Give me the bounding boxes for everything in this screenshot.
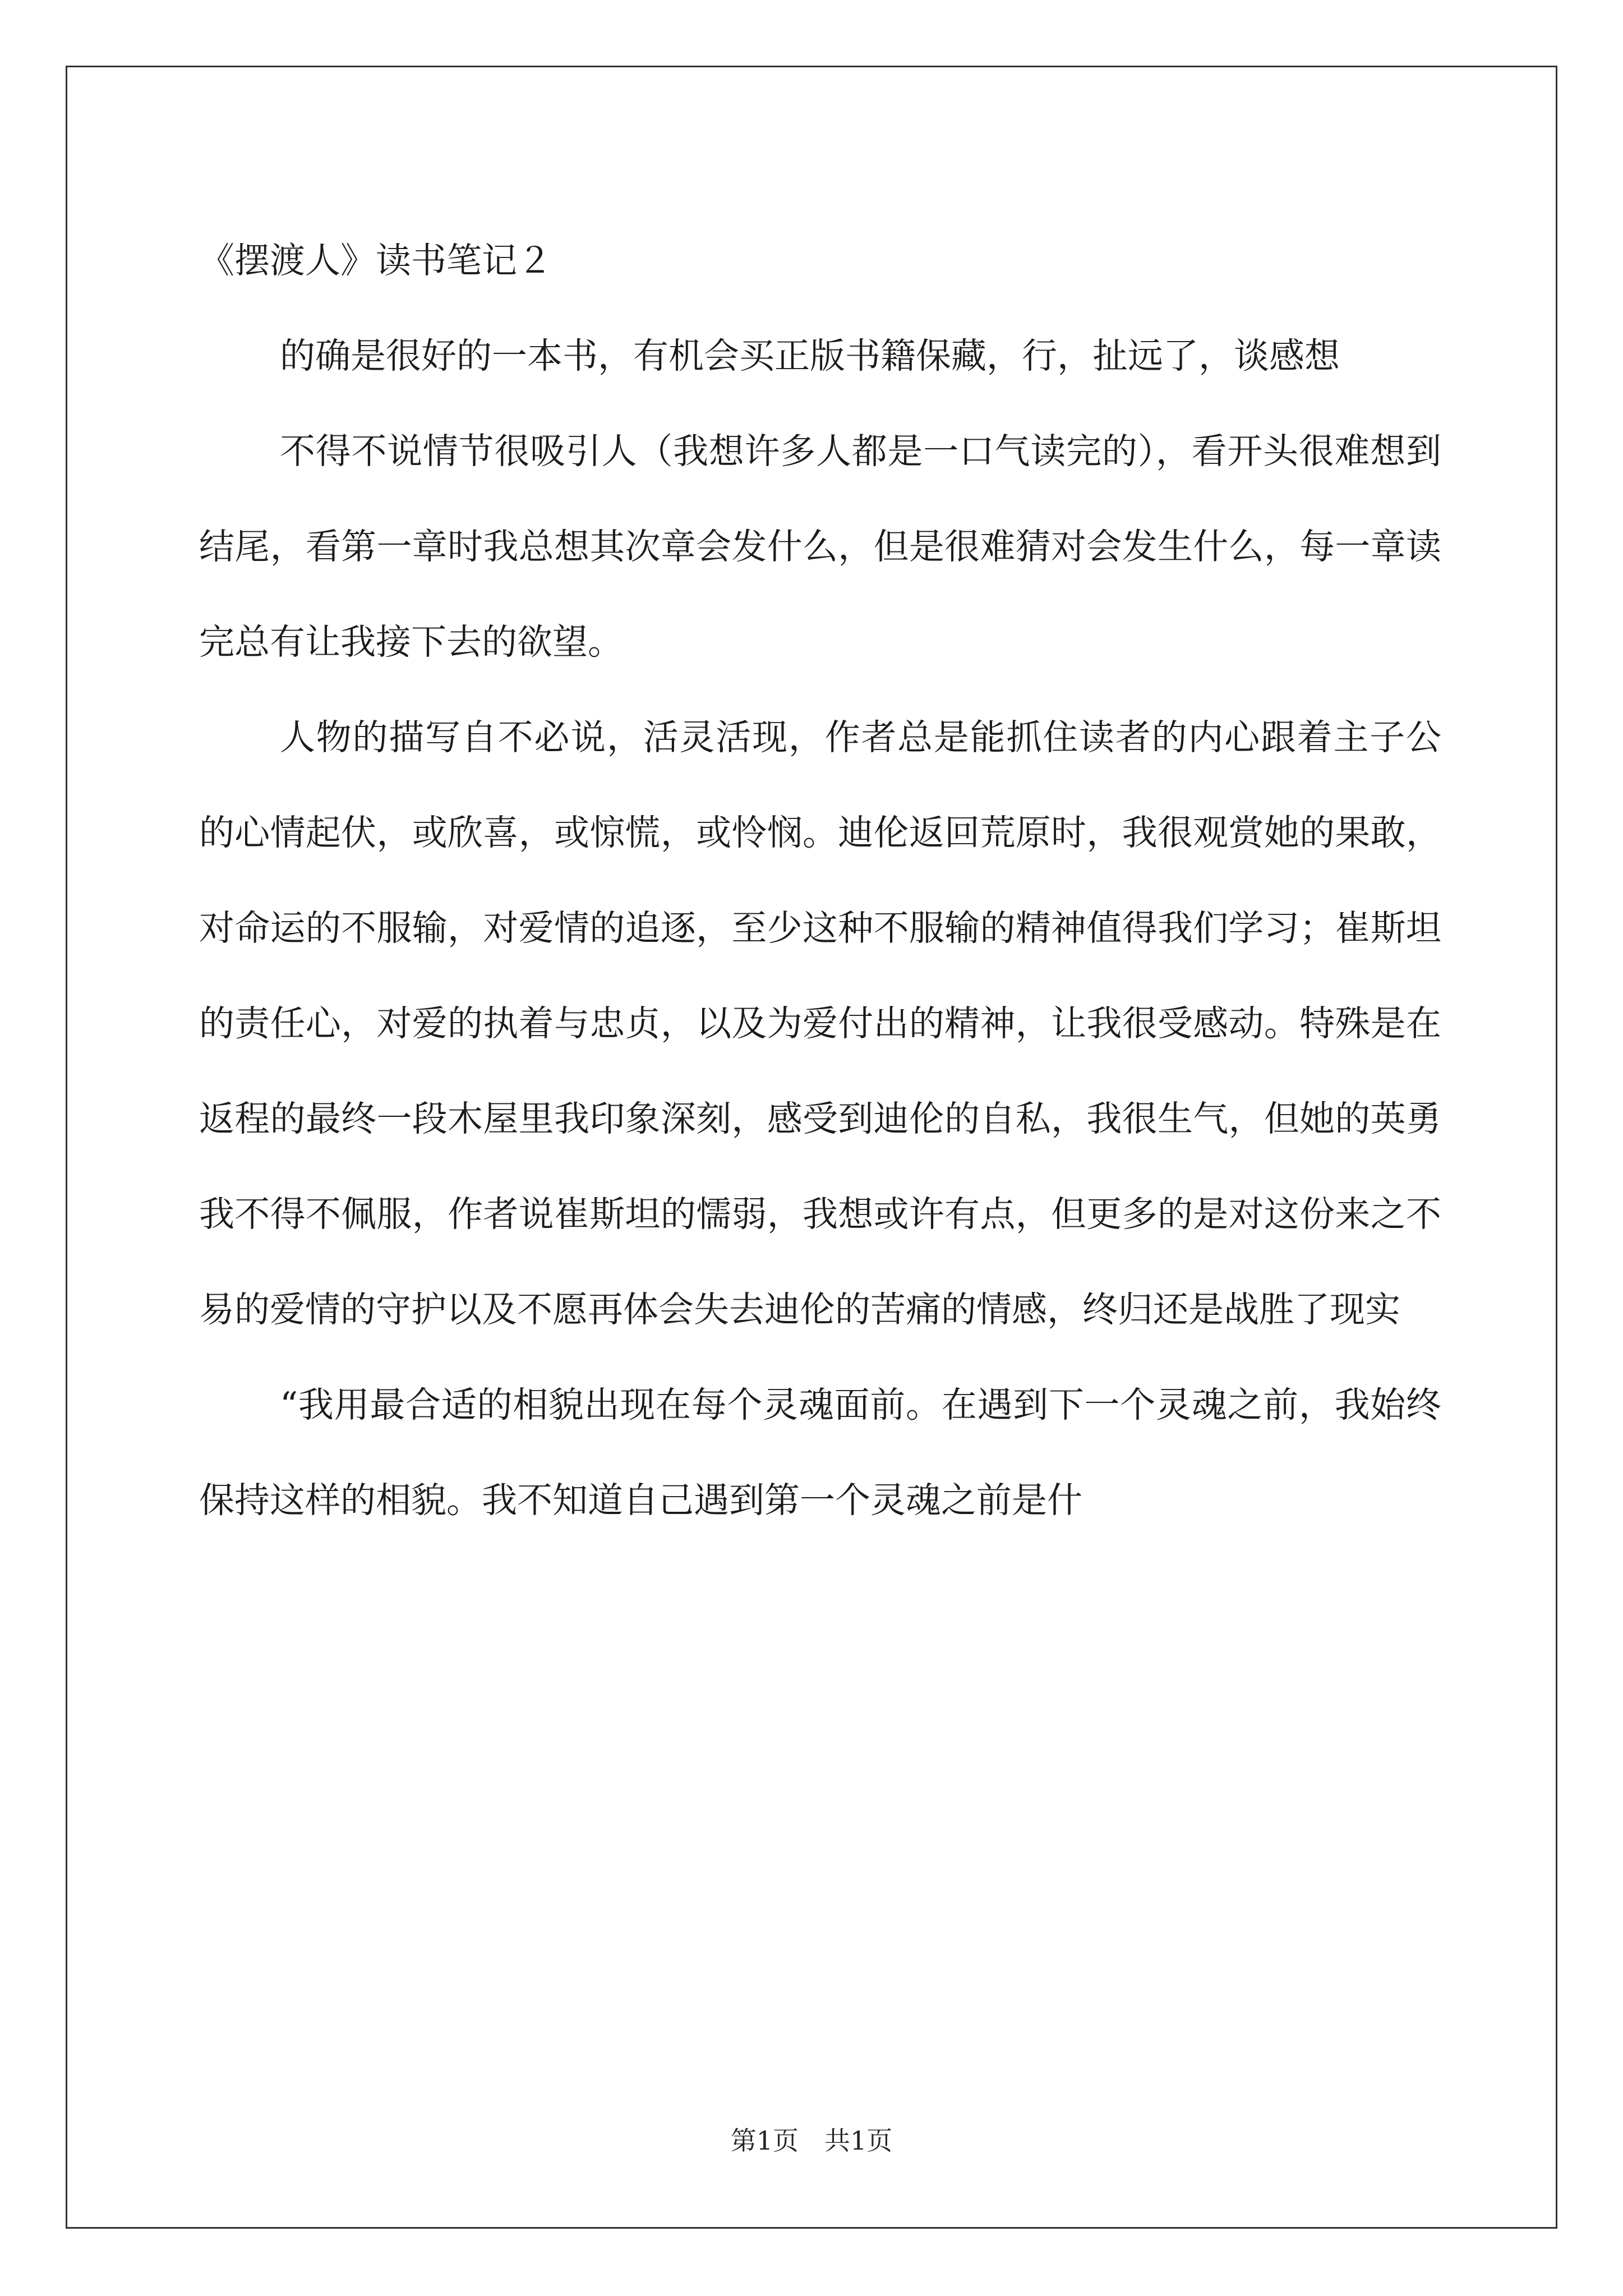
paragraph: “我用最合适的相貌出现在每个灵魂面前。在遇到下一个灵魂之前，我始终保持这样的相貌。我不知道自己遇到第一个灵魂之前是什 [199, 1384, 1441, 1521]
paragraph: 的确是很好的一本书，有机会买正版书籍保藏，行，扯远了，谈感想 [280, 335, 1340, 376]
paragraph: 不得不说情节很吸引人（我想许多人都是一口气读完的），看开头很难想到结尾，看第一章时我总想其次章会发什么，但是很难猜对会发生什么，每一章读完总有让我接下去的欲望。 [199, 431, 1441, 662]
page-footer [0, 2124, 1623, 2157]
page-total: 共1页 [824, 2125, 893, 2156]
page-number: 第1页 [730, 2125, 799, 2156]
document-body [199, 213, 1441, 1548]
paragraph: 人物的描写自不必说，活灵活现，作者总是能抓住读者的内心跟着主子公的心情起伏，或欣喜，或惊慌，或怜悯。迪伦返回荒原时，我很观赏她的果敢，对命运的不服输，对爱情的追逐，至少这种不服输的精神值得我们学习；崔斯坦的责任心，对爱的执着与忠贞，以及为爱付出的精神，让我很受感动。特殊是在返程的最终一段木屋里我印象深刻，感受到迪伦的自私，我很生气，但她的英勇我不得不佩服，作者说崔斯坦的懦弱，我想或许有点，但更多的是对这份来之不易的爱情的守护以及不愿再体会失去迪伦的苦痛的情感，终归还是战胜了现实 [199, 717, 1441, 1330]
document-title: 《摆渡人》读书笔记２ [199, 240, 552, 281]
